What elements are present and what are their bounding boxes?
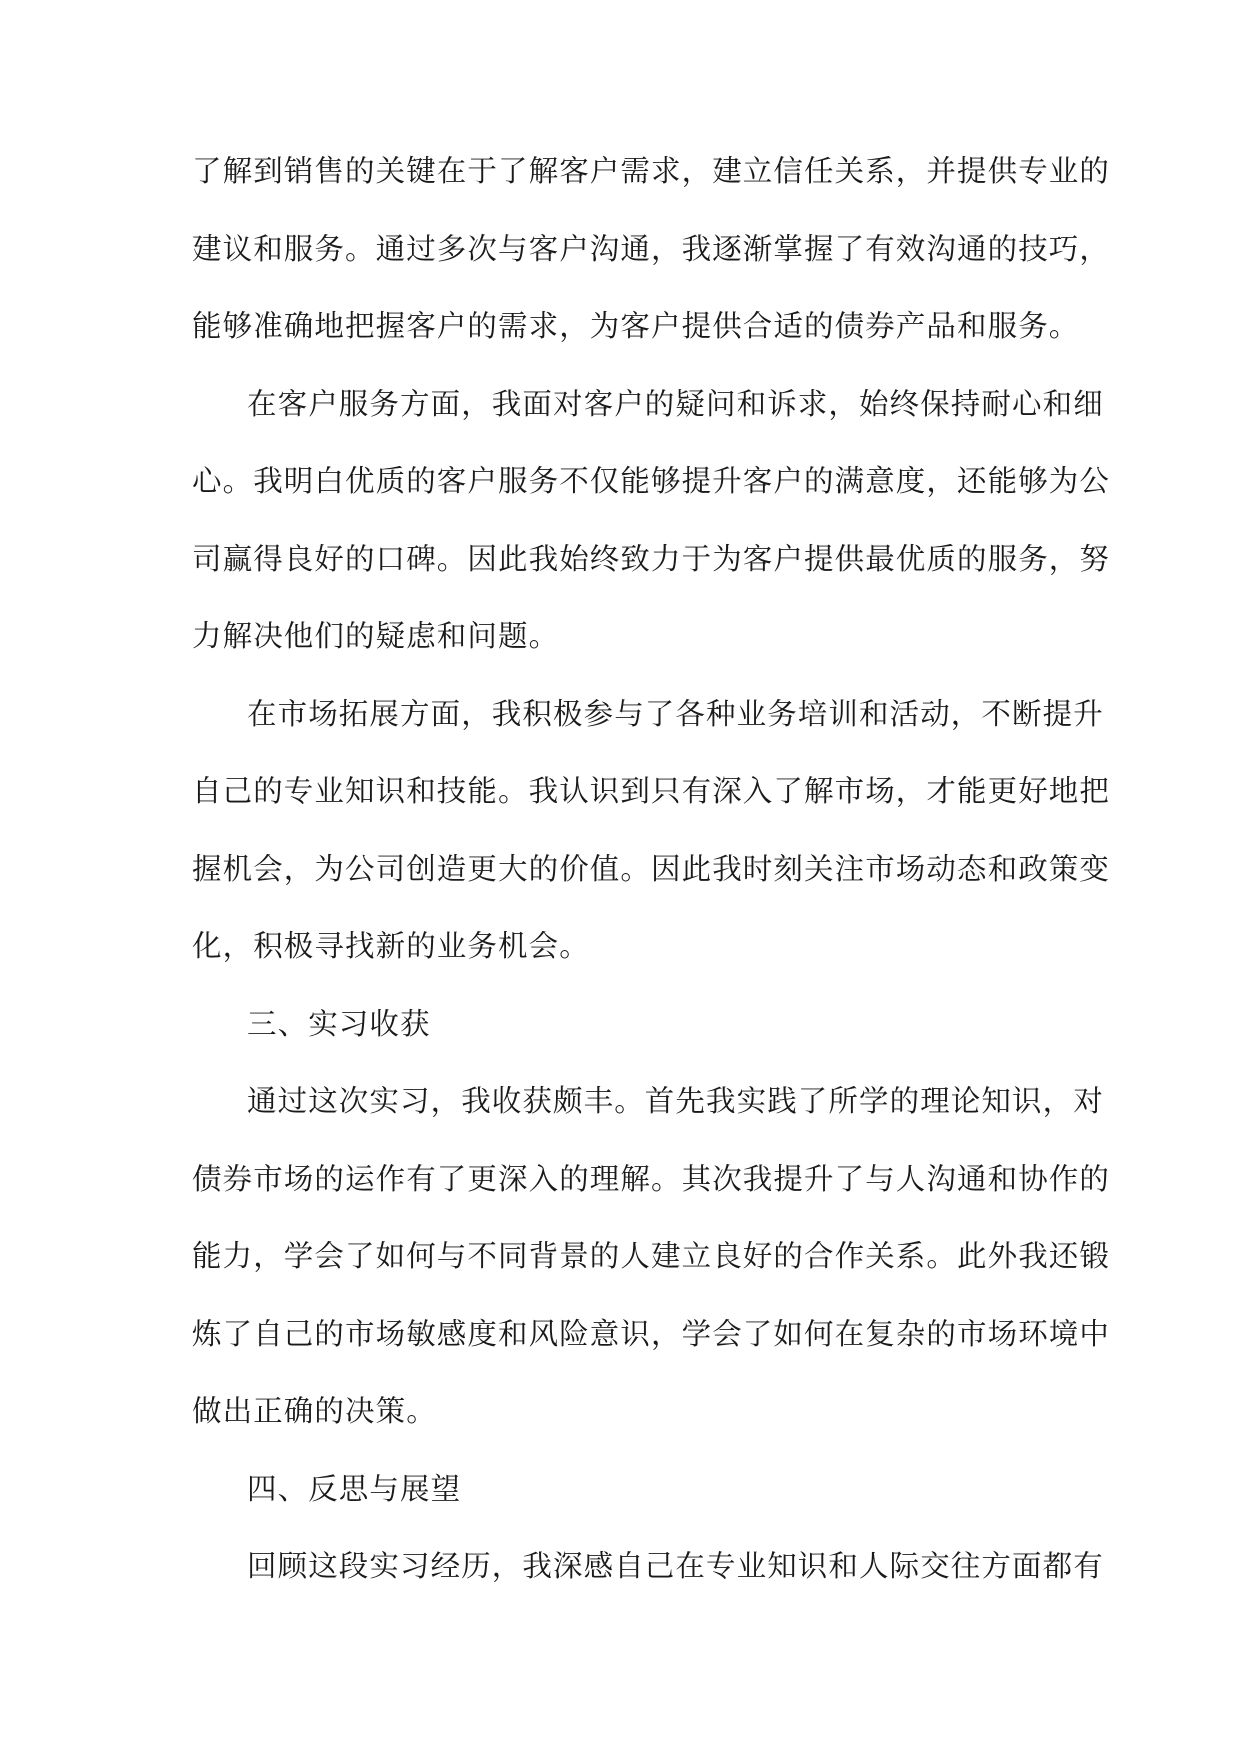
text-line-9: 自己的专业知识和技能。我认识到只有深入了解市场，才能更好地把 — [192, 774, 1111, 808]
text-line-16: 炼了自己的市场敏感度和风险意识，学会了如何在复杂的市场环境中 — [192, 1316, 1111, 1351]
text-line-3: 能够准确地把握客户的需求，为客户提供合适的债券产品和服务。 — [192, 309, 1080, 343]
text-line-6: 司赢得良好的口碑。因此我始终致力于为客户提供最优质的服务，努 — [192, 541, 1111, 576]
section-heading-internship-gains: 三、实习收获 — [247, 1006, 431, 1041]
paragraph-market-expansion-start: 在市场拓展方面，我积极参与了各种业务培训和活动，不断提升 — [247, 696, 1104, 731]
text-line-15: 能力，学会了如何与不同背景的人建立良好的合作关系。此外我还锻 — [192, 1239, 1111, 1273]
text-line-5: 心。我明白优质的客户服务不仅能够提升客户的满意度，还能够为公 — [192, 464, 1111, 498]
text-line-14: 债券市场的运作有了更深入的理解。其次我提升了与人沟通和协作的 — [192, 1161, 1111, 1196]
section-heading-reflection: 四、反思与展望 — [247, 1471, 462, 1506]
text-line-2: 建议和服务。通过多次与客户沟通，我逐渐掌握了有效沟通的技巧， — [192, 231, 1111, 266]
text-line-17: 做出正确的决策。 — [192, 1394, 437, 1428]
document-body — [192, 140, 1111, 1613]
paragraph-reflection-start: 回顾这段实习经历，我深感自己在专业知识和人际交往方面都有 — [247, 1549, 1104, 1583]
paragraph-gains-start: 通过这次实习，我收获颇丰。首先我实践了所学的理论知识，对 — [247, 1084, 1104, 1118]
text-line-7: 力解决他们的疑虑和问题。 — [192, 619, 560, 653]
text-line-10: 握机会，为公司创造更大的价值。因此我时刻关注市场动态和政策变 — [192, 851, 1111, 886]
paragraph-customer-service-start: 在客户服务方面，我面对客户的疑问和诉求，始终保持耐心和细 — [247, 386, 1104, 421]
text-line-11: 化，积极寻找新的业务机会。 — [192, 929, 590, 963]
text-line-1: 了解到销售的关键在于了解客户需求，建立信任关系，并提供专业的 — [192, 154, 1111, 188]
